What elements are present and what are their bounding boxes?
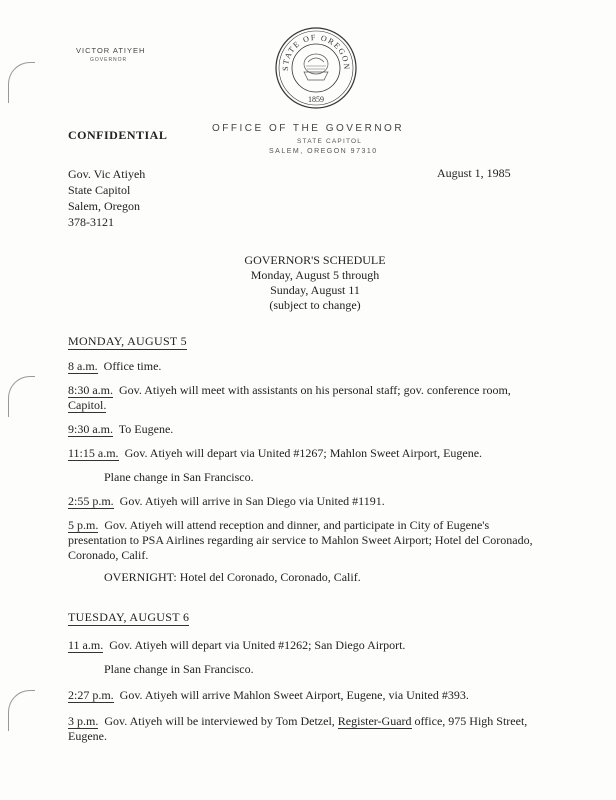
schedule-entry	[68, 422, 588, 437]
entry-text: office, 975 High Street,	[414, 714, 528, 728]
entry-time: 3 p.m.	[68, 714, 99, 728]
schedule-range-start: Monday, August 5 through	[250, 268, 380, 282]
schedule-entry	[68, 714, 588, 744]
governor-name: VICTOR ATIYEH	[76, 46, 146, 55]
address-line: State Capitol	[68, 183, 131, 197]
entry-text: Coronado, Calif.	[68, 548, 149, 562]
entry-time: 8:30 a.m.	[68, 383, 113, 397]
oregon-state-seal-icon	[274, 26, 358, 110]
entry-text: Gov. Atiyeh will depart via United #1262; San Diego Airport.	[109, 638, 406, 652]
schedule-entry	[68, 383, 588, 413]
entry-text: presentation to PSA Airlines regarding air service to Mahlon Sweet Airport; Hotel del Coronado,	[68, 533, 533, 547]
address-line: Salem, Oregon	[68, 199, 140, 213]
schedule-entry	[68, 494, 588, 509]
address-line: Gov. Vic Atiyeh	[68, 167, 146, 181]
schedule-title	[200, 253, 430, 313]
entry-text: Office time.	[103, 359, 162, 373]
schedule-entry	[68, 446, 588, 461]
schedule-entry	[68, 518, 588, 563]
schedule-entry	[68, 638, 588, 653]
entry-time: 2:27 p.m.	[68, 688, 114, 702]
schedule-entry	[68, 688, 588, 703]
entry-text: Gov. Atiyeh will depart via United #1267; Mahlon Sweet Airport, Eugene.	[124, 446, 483, 460]
entry-time: 2:55 p.m.	[68, 494, 114, 508]
schedule-heading: GOVERNOR'S SCHEDULE	[244, 253, 386, 267]
address-line: 378-3121	[68, 215, 114, 229]
entry-time: 5 p.m.	[68, 518, 99, 532]
seal-year: 1859	[308, 95, 324, 104]
binder-hole-middle	[8, 376, 35, 417]
entry-note: Plane change in San Francisco.	[104, 470, 254, 484]
office-of-governor: OFFICE OF THE GOVERNOR	[212, 123, 405, 134]
entry-text: Gov. Atiyeh will arrive in San Diego via United #1191.	[119, 494, 385, 508]
entry-text: Gov. Atiyeh will arrive Mahlon Sweet Airport, Eugene, via United #393.	[119, 688, 469, 702]
confidential-label: CONFIDENTIAL	[68, 128, 168, 142]
schedule-entry	[68, 359, 588, 374]
binder-hole-top	[8, 62, 35, 103]
binder-hole-bottom	[8, 690, 35, 731]
entry-time: 9:30 a.m.	[68, 422, 113, 436]
day-heading-tuesday: TUESDAY, AUGUST 6	[68, 610, 190, 624]
entry-time: 8 a.m.	[68, 359, 98, 373]
entry-text: Gov. Atiyeh will be interviewed by Tom Detzel,	[104, 714, 335, 728]
seal-top-text: STATE OF OREGON	[280, 32, 352, 71]
state-capitol-label: STATE CAPITOL	[297, 138, 363, 145]
entry-text: Eugene.	[68, 729, 107, 743]
day-heading-monday: MONDAY, AUGUST 5	[68, 334, 187, 348]
schedule-note: (subject to change)	[269, 298, 361, 312]
entry-text: Gov. Atiyeh will attend reception and dinner, and participate in City of Eugene's	[104, 518, 490, 532]
governor-title: GOVERNOR	[90, 57, 128, 63]
entry-text: Capitol.	[68, 398, 107, 412]
document-date: August 1, 1985	[437, 166, 511, 180]
newspaper-name: Register-Guard	[337, 714, 412, 728]
overnight-note: OVERNIGHT: Hotel del Coronado, Coronado, Calif.	[104, 570, 361, 584]
entry-note: Plane change in San Francisco.	[104, 662, 254, 676]
entry-time: 11 a.m.	[68, 638, 104, 652]
entry-time: 11:15 a.m.	[68, 446, 119, 460]
entry-text: To Eugene.	[118, 422, 174, 436]
schedule-range-end: Sunday, August 11	[270, 283, 360, 297]
sender-address	[68, 166, 145, 230]
salem-address: SALEM, OREGON 97310	[269, 148, 378, 155]
entry-text: Gov. Atiyeh will meet with assistants on his personal staff; gov. conference room,	[119, 383, 511, 397]
svg-text:STATE OF OREGON	[281, 33, 351, 71]
